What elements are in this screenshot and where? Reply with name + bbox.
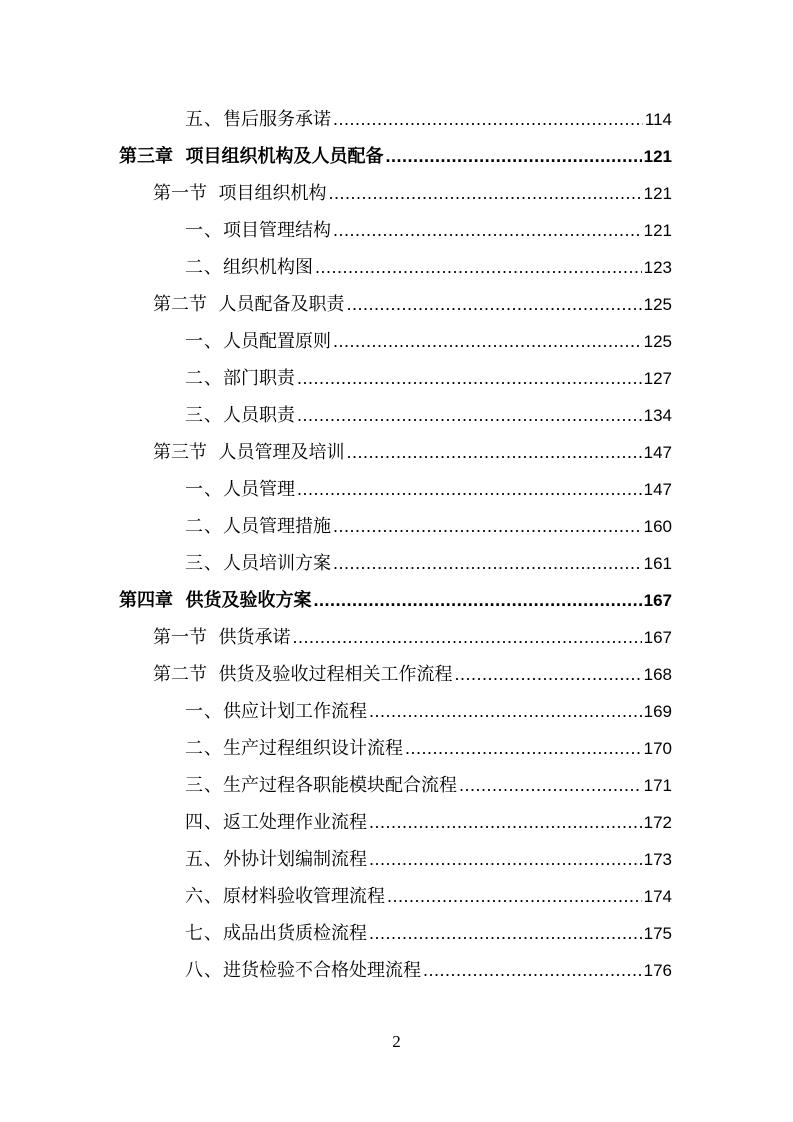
toc-entry-number: 三、 [185, 775, 223, 796]
toc-entry[interactable] [185, 397, 672, 434]
toc-leader-dots [459, 767, 642, 804]
toc-leader-dots [297, 471, 642, 508]
toc-entry-page: 127 [643, 369, 672, 388]
toc-entry-page: 147 [643, 443, 672, 462]
toc-entry-label [119, 582, 312, 619]
toc-entry-label [185, 693, 367, 730]
toc-entry-number: 第一节 [153, 627, 207, 648]
toc-leader-dots [369, 915, 642, 952]
toc-entry-number: 四、 [185, 812, 223, 833]
toc-entry-label [185, 952, 421, 989]
toc-entry[interactable] [185, 878, 672, 915]
toc-entry-title: 人员管理 [223, 479, 295, 500]
toc-leader-dots [292, 619, 641, 656]
toc-entry-page: 121 [643, 184, 672, 203]
toc-entry-title: 人员管理及培训 [218, 442, 345, 463]
toc-entry-title: 成品出货质检流程 [223, 923, 367, 944]
toc-entry[interactable] [185, 730, 672, 767]
toc-entry-label [185, 730, 403, 767]
toc-entry-title: 人员职责 [223, 405, 295, 426]
toc-entry[interactable] [185, 767, 672, 804]
toc-entry-section[interactable] [153, 434, 672, 471]
toc-entry-number: 第四章 [119, 590, 173, 611]
toc-leader-dots [386, 138, 642, 175]
toc-leader-dots [333, 101, 643, 138]
toc-entry-section[interactable] [153, 619, 672, 656]
toc-entry-page: 121 [643, 147, 672, 166]
toc-entry-page: 123 [643, 258, 672, 277]
toc-entry-title: 生产过程组织设计流程 [223, 738, 403, 759]
toc-entry-label [185, 915, 367, 952]
toc-entry-number: 三、 [185, 405, 223, 426]
toc-entry-title: 供应计划工作流程 [223, 701, 367, 722]
toc-entry-title: 外协计划编制流程 [223, 849, 367, 870]
toc-entry-label [153, 175, 326, 212]
toc-entry-label [185, 101, 331, 138]
toc-entry-title: 供货承诺 [218, 627, 291, 648]
toc-entry[interactable] [185, 693, 672, 730]
toc-entry-page: 125 [643, 295, 672, 314]
toc-entry-page: 121 [643, 221, 672, 240]
toc-entry-number: 第二节 [153, 664, 207, 685]
toc-entry-title: 售后服务承诺 [223, 109, 331, 130]
toc-entry-page: 173 [643, 850, 672, 869]
toc-entry-title: 供货及验收方案 [185, 590, 312, 611]
toc-entry-title: 原材料验收管理流程 [223, 886, 385, 907]
toc-entry-label [185, 212, 331, 249]
toc-entry[interactable] [185, 471, 672, 508]
toc-entry-number: 五、 [185, 849, 223, 870]
toc-entry-page: 134 [643, 406, 672, 425]
toc-entry-label [185, 471, 295, 508]
toc-leader-dots [369, 841, 642, 878]
toc-entry-number: 第三节 [153, 442, 207, 463]
toc-leader-dots [346, 286, 641, 323]
toc-leader-dots [454, 656, 641, 693]
toc-entry-title: 人员配备及职责 [218, 294, 345, 315]
toc-entry-number: 三、 [185, 553, 223, 574]
toc-entry-label [185, 804, 367, 841]
toc-entry-number: 一、 [185, 331, 223, 352]
toc-entry-label [185, 878, 385, 915]
toc-entry-page: 175 [643, 924, 672, 943]
toc-entry-section[interactable] [153, 656, 672, 693]
toc-entry-title: 供货及验收过程相关工作流程 [218, 664, 453, 685]
toc-entry-number: 第一节 [153, 183, 207, 204]
toc-leader-dots [297, 397, 642, 434]
toc-entry-label [153, 434, 344, 471]
toc-entry-page: 167 [643, 628, 672, 647]
toc-entry-number: 二、 [185, 738, 223, 759]
toc-entry-title: 人员培训方案 [223, 553, 331, 574]
toc-entry-page: 168 [643, 665, 672, 684]
toc-entry[interactable] [185, 323, 672, 360]
toc-entry[interactable] [185, 841, 672, 878]
toc-leader-dots [405, 730, 642, 767]
toc-entry-label [185, 545, 331, 582]
toc-entry-page: 172 [643, 813, 672, 832]
toc-entry-title: 进货检验不合格处理流程 [223, 960, 421, 981]
toc-entry-chapter[interactable] [119, 582, 672, 619]
toc-entry-title: 人员配置原则 [223, 331, 331, 352]
toc-entry-title: 人员管理措施 [223, 516, 331, 537]
toc-leader-dots [387, 878, 642, 915]
toc-entry-label [185, 323, 331, 360]
toc-leader-dots [423, 952, 642, 989]
toc-entry-page: 171 [643, 776, 672, 795]
toc-leader-dots [297, 360, 642, 397]
toc-entry-number: 二、 [185, 516, 223, 537]
toc-entry-number: 二、 [185, 368, 223, 389]
toc-entry-page: 161 [643, 554, 672, 573]
toc-entry-title: 项目管理结构 [223, 220, 331, 241]
toc-entry-section[interactable] [153, 286, 672, 323]
toc-entry-title: 项目组织机构及人员配备 [185, 146, 384, 167]
toc-entry[interactable] [185, 508, 672, 545]
toc-entry[interactable] [185, 212, 672, 249]
toc-entry-label [185, 508, 331, 545]
toc-entry-page: 147 [643, 480, 672, 499]
toc-entry[interactable] [185, 360, 672, 397]
toc-entry-label [185, 767, 457, 804]
toc-leader-dots [369, 804, 642, 841]
toc-entry-number: 一、 [185, 701, 223, 722]
page-number: 2 [392, 1032, 401, 1051]
toc-entry-title: 组织机构图 [223, 257, 313, 278]
toc-entry-number: 一、 [185, 479, 223, 500]
toc-leader-dots [346, 434, 641, 471]
toc-entry-title: 生产过程各职能模块配合流程 [223, 775, 457, 796]
toc-entry-number: 一、 [185, 220, 223, 241]
toc-leader-dots [333, 508, 642, 545]
toc-leader-dots [333, 323, 642, 360]
toc-leader-dots [333, 212, 642, 249]
toc-entry-label [185, 841, 367, 878]
toc-entry[interactable] [185, 101, 672, 138]
toc-entry-number: 六、 [185, 886, 223, 907]
toc-entry-page: 170 [643, 739, 672, 758]
toc-entry-title: 返工处理作业流程 [223, 812, 367, 833]
toc-entry-label [153, 286, 344, 323]
toc-entry-label [185, 360, 295, 397]
toc-entry-number: 二、 [185, 257, 223, 278]
toc-leader-dots [328, 175, 641, 212]
toc-entry-page: 176 [643, 961, 672, 980]
toc-entry[interactable] [185, 804, 672, 841]
toc-entry-label [119, 138, 384, 175]
toc-entry-number: 第二节 [153, 294, 207, 315]
toc-entry[interactable] [185, 545, 672, 582]
toc-entry-label [185, 397, 295, 434]
toc-entry-title: 部门职责 [223, 368, 295, 389]
toc-entry-page: 114 [644, 110, 672, 129]
toc-entry-number: 第三章 [119, 146, 173, 167]
toc-entry-page: 125 [643, 332, 672, 351]
toc-entry-page: 167 [643, 591, 672, 610]
toc-leader-dots [333, 545, 642, 582]
toc-entry-chapter[interactable] [119, 138, 672, 175]
toc-entry-number: 五、 [185, 109, 223, 130]
toc-entry-page: 169 [643, 702, 672, 721]
toc-entry-label [153, 656, 452, 693]
toc-entry-number: 八、 [185, 960, 223, 981]
toc-leader-dots [369, 693, 642, 730]
toc-entry[interactable] [185, 952, 672, 989]
toc-entry-label [185, 249, 313, 286]
toc-entry-page: 160 [643, 517, 672, 536]
toc-entry-page: 174 [643, 887, 672, 906]
toc-entry-label [153, 619, 290, 656]
toc-entry[interactable] [185, 915, 672, 952]
toc-entry-section[interactable] [153, 175, 672, 212]
toc-leader-dots [315, 249, 642, 286]
toc-entry-title: 项目组织机构 [218, 183, 327, 204]
toc-entry-number: 七、 [185, 923, 223, 944]
toc-entry[interactable] [185, 249, 672, 286]
toc-leader-dots [314, 582, 642, 619]
